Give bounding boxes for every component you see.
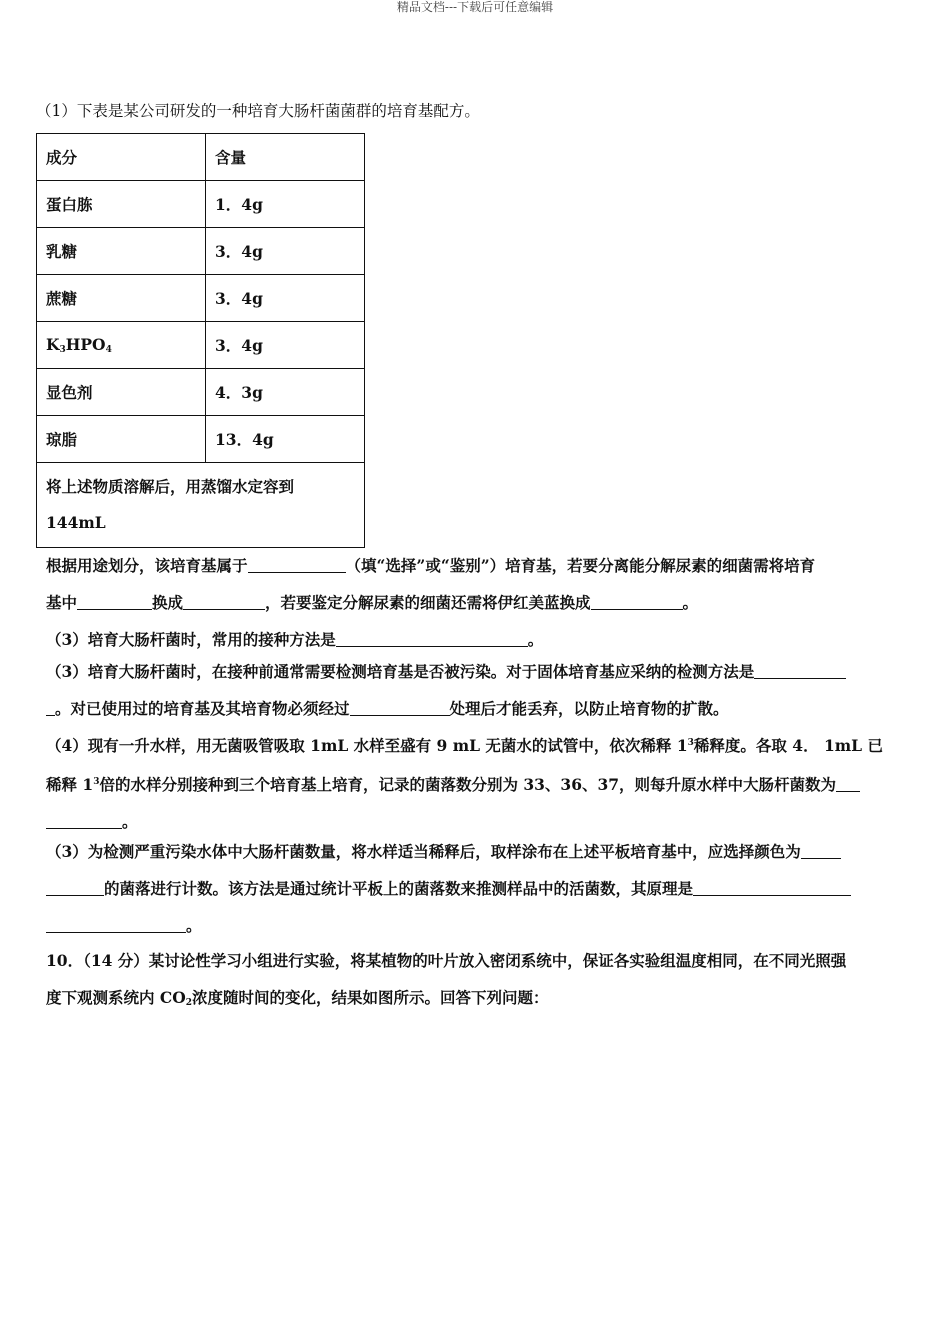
column-header-ingredient: 成分 <box>37 134 206 181</box>
answer-blank[interactable] <box>336 631 528 647</box>
table-row <box>37 322 365 369</box>
amount-cell: 3．4g <box>206 275 365 322</box>
q4-text-3: 稀释 1 <box>46 775 94 794</box>
q4-text-2: 稀释度。各取 4． 1mL 已 <box>693 736 883 755</box>
q2-text-5: ，若要鉴定分解尿素的细菌还需将伊红美蓝换成 <box>265 593 591 612</box>
q10-text-2: 度下观测系统内 CO <box>46 988 186 1007</box>
column-header-amount: 含量 <box>206 134 365 181</box>
ingredient-cell: 蔗糖 <box>37 275 206 322</box>
formula-hpo: HPO <box>65 335 106 354</box>
table-row <box>37 181 365 228</box>
q3b-text-2: 。对已使用过的培育基及其培育物必须经过 <box>55 699 350 718</box>
question-2-paragraph <box>46 547 906 621</box>
q4-text-5: 。 <box>122 812 138 831</box>
answer-blank[interactable] <box>248 557 346 573</box>
answer-blank[interactable] <box>801 843 841 859</box>
amount-cell: 4．3g <box>206 369 365 416</box>
question-intro: （1）下表是某公司研发的一种培育大肠杆菌菌群的培育基配方。 <box>36 102 480 120</box>
answer-blank[interactable] <box>46 700 55 716</box>
table-row <box>37 275 365 322</box>
answer-blank[interactable] <box>77 594 152 610</box>
note-line-2: 144mL <box>46 513 106 532</box>
q10-subscript: 2 <box>185 998 193 1008</box>
answer-blank[interactable] <box>46 880 104 896</box>
amount-cell: 3．4g <box>206 322 365 369</box>
q2-text-3: 基中 <box>46 593 78 612</box>
q3a-text-1: （3）培育大肠杆菌时，常用的接种方法是 <box>46 630 336 649</box>
formula-sub-3: 3 <box>59 345 66 355</box>
note-line-1: 将上述物质溶解后，用蒸馏水定容到 <box>46 477 295 496</box>
table-row <box>37 416 365 463</box>
q3b-text-3: 处理后才能丢弃，以防止培育物的扩散。 <box>449 699 729 718</box>
q5-text-1: （3）为检测严重污染水体中大肠杆菌数量，将水样适当稀释后，取样涂布在上述平板培育基中，应选择颜色为 <box>46 842 801 861</box>
q4-text-4: 倍的水样分别接种到三个培育基上培育，记录的菌落数分别为 33、36、37，则每升原水样中大肠杆菌数为 <box>99 775 837 794</box>
q3a-text-2: 。 <box>527 630 544 649</box>
q4-superscript-1: 3 <box>687 738 694 748</box>
amount-cell: 13．4g <box>206 416 365 463</box>
amount-cell: 3．4g <box>206 228 365 275</box>
amount-cell: 1．4g <box>206 181 365 228</box>
q4-superscript-2: 3 <box>93 777 100 787</box>
q5-text-3: 。 <box>186 916 202 935</box>
question-3b-paragraph <box>46 653 906 727</box>
table-header-row <box>37 134 365 181</box>
table-note-row <box>37 463 365 548</box>
recipe-table <box>36 133 365 548</box>
answer-blank[interactable] <box>46 917 186 933</box>
ingredient-cell: 显色剂 <box>37 369 206 416</box>
table-note <box>37 463 365 548</box>
q2-text-1: 根据用途划分，该培育基属于 <box>46 556 248 575</box>
answer-blank[interactable] <box>183 594 265 610</box>
answer-blank[interactable] <box>693 880 851 896</box>
page-header: 精品文档---下载后可任意编辑 <box>396 0 554 14</box>
ingredient-cell: 乳糖 <box>37 228 206 275</box>
answer-blank[interactable] <box>46 813 122 829</box>
q4-text-1: （4）现有一升水样，用无菌吸管吸取 1mL 水样至盛有 9 mL 无菌水的试管中，依次稀释 1 <box>46 736 688 755</box>
ingredient-cell-formula <box>37 322 206 369</box>
ingredient-cell: 蛋白胨 <box>37 181 206 228</box>
formula-k: K <box>46 335 60 354</box>
q5-text-2: 的菌落进行计数。该方法是通过统计平板上的菌落数来推测样品中的活菌数，其原理是 <box>104 879 694 898</box>
question-4-paragraph <box>46 725 906 840</box>
q2-text-4: 换成 <box>152 593 184 612</box>
q2-text-6: 。 <box>682 593 699 612</box>
table-row <box>37 228 365 275</box>
answer-blank[interactable] <box>350 700 450 716</box>
answer-blank[interactable] <box>591 594 683 610</box>
q10-text-1: 10．（14 分）某讨论性学习小组进行实验，将某植物的叶片放入密闭系统中，保证各实验组温度相同，在不同光照强 <box>46 951 847 970</box>
question-10-paragraph <box>46 942 906 1022</box>
question-5-paragraph <box>46 833 906 944</box>
ingredient-cell: 琼脂 <box>37 416 206 463</box>
q10-text-3: 浓度随时间的变化，结果如图所示。回答下列问题： <box>192 988 549 1007</box>
q3b-text-1: （3）培育大肠杆菌时，在接种前通常需要检测培育基是否被污染。对于固体培育基应采纳的检测方法是 <box>46 662 755 681</box>
q2-text-2: （填“选择”或“鉴别”）培育基，若要分离能分解尿素的细菌需将培育 <box>345 556 816 575</box>
formula-sub-4: 4 <box>105 345 112 355</box>
answer-blank[interactable] <box>836 776 860 792</box>
answer-blank[interactable] <box>754 663 846 679</box>
table-row <box>37 369 365 416</box>
